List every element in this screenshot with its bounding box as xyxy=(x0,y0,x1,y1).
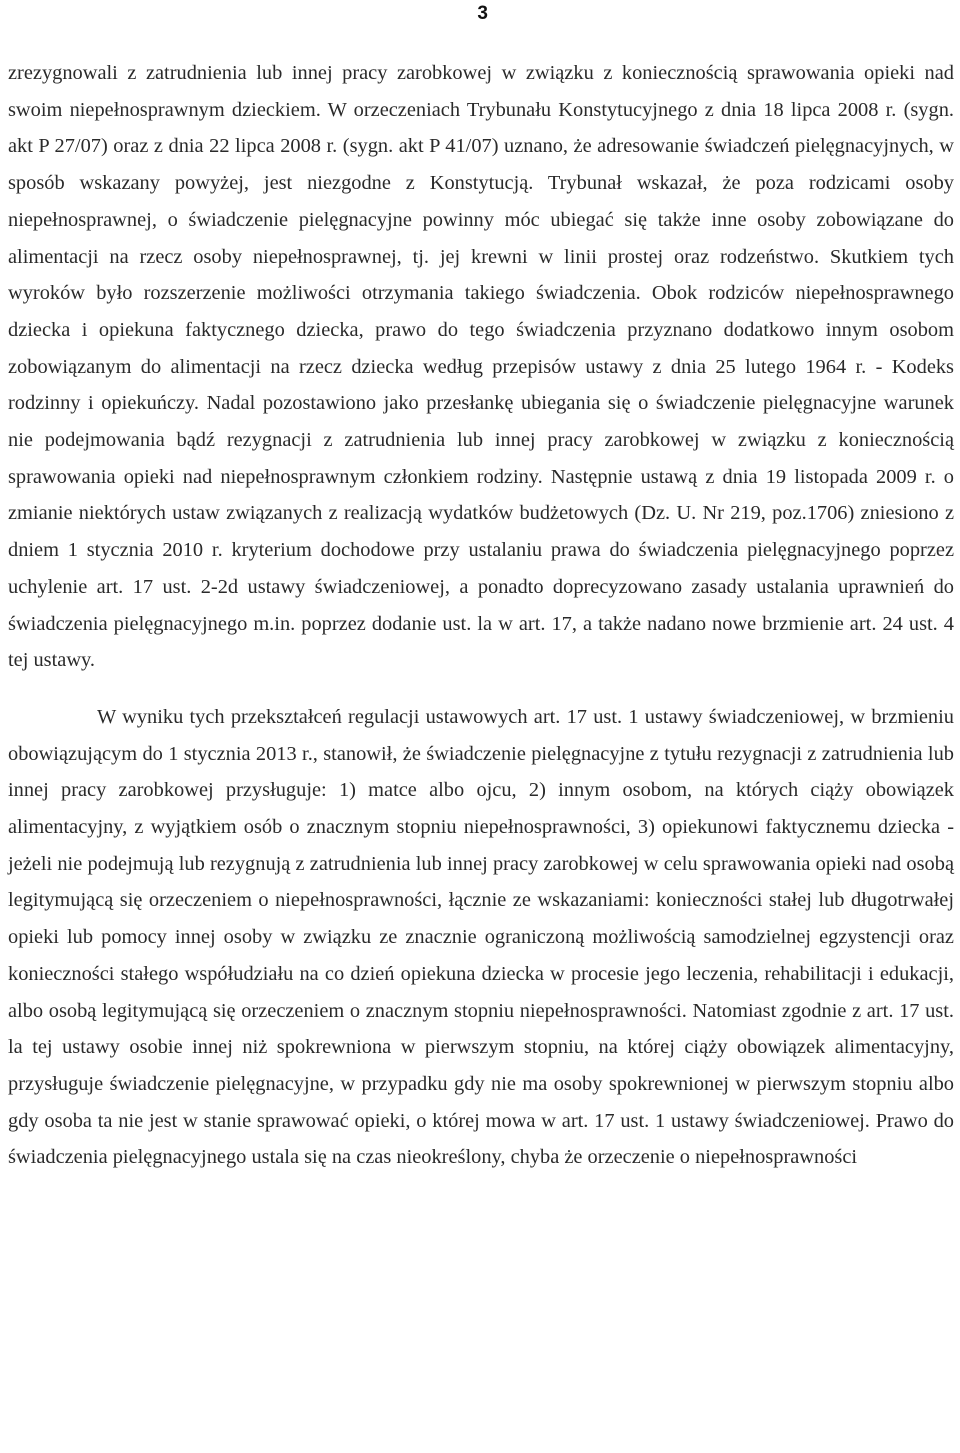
body-paragraph: W wyniku tych przekształceń regulacji ustawowych art. 17 ust. 1 ustawy świadczeniowej, w brzmieniu obowiązującym do 1 stycznia 2013 r., stanowił, że świadczenie pielęgnacyjne z tytułu rezygnacji z zatrudnienia lub innej pracy zarobkowej przysługuje: 1) matce albo ojcu, 2) innym osobom, na których ciąży obowiązek alimentacyjny, z wyjątkiem osób o znacznym stopniu niepełnosprawności, 3) opiekunowi faktycznemu dziecka - jeżeli nie podejmują lub rezygnują z zatrudnienia lub innej pracy zarobkowej w celu sprawowania opieki nad osobą legitymującą się orzeczeniem o niepełnosprawności, łącznie ze wskazaniami: konieczności stałej lub długotrwałej opieki lub pomocy innej osoby w związku ze znacznie ograniczoną możliwością samodzielnej egzystencji oraz konieczności stałego współudziału na co dzień opiekuna dziecka w procesie jego leczenia, rehabilitacji i edukacji, albo osobą legitymującą się orzeczeniem o znacznym stopniu niepełnosprawności. Natomiast zgodnie z art. 17 ust. la tej ustawy osobie innej niż spokrewniona w pierwszym stopniu, na której ciąży obowiązek alimentacyjny, przysługuje świadczenie pielęgnacyjne, w przypadku gdy nie ma osoby spokrewnionej w pierwszym stopniu albo gdy osoba ta nie jest w stanie sprawować opieki, o której mowa w art. 17 ust. 1 ustawy świadczeniowej. Prawo do świadczenia pielęgnacyjnego ustala się na czas nieokreślony, chyba że orzeczenie o niepełnosprawności xyxy=(8,705,954,1169)
body-paragraph: zrezygnowali z zatrudnienia lub innej pracy zarobkowej w związku z koniecznością sprawowania opieki nad swoim niepełnosprawnym dzieckiem. W orzeczeniach Trybunału Konstytucyjnego z dnia 18 lipca 2008 r. (sygn. akt P 27/07) oraz z dnia 22 lipca 2008 r. (sygn. akt P 41/07) uznano, że adresowanie świadczeń pielęgnacyjnych, w sposób wskazany powyżej, jest niezgodne z Konstytucją. Trybunał wskazał, że poza rodzicami osoby niepełnosprawnej, o świadczenie pielęgnacyjne powinny móc ubiegać się także inne osoby zobowiązane do alimentacji na rzecz osoby niepełnosprawnej, tj. jej krewni w linii prostej oraz rodzeństwo. Skutkiem tych wyroków było rozszerzenie możliwości otrzymania takiego świadczenia. Obok rodziców niepełnosprawnego dziecka i opiekuna faktycznego dziecka, prawo do tego świadczenia przyznano dodatkowo innym osobom zobowiązanym do alimentacji na rzecz dziecka według przepisów ustawy z dnia 25 lutego 1964 r. - Kodeks rodzinny i opiekuńczy. Nadal pozostawiono jako przesłankę ubiegania się o świadczenie pielęgnacyjne warunek nie podejmowania bądź rezygnacji z zatrudnienia lub innej pracy zarobkowej w związku z koniecznością sprawowania opieki nad niepełnosprawnym członkiem rodziny. Następnie ustawą z dnia 19 listopada 2009 r. o zmianie niektórych ustaw związanych z realizacją wydatków budżetowych (Dz. U. Nr 219, poz.1706) zniesiono z dniem 1 stycznia 2010 r. kryterium dochodowe przy ustalaniu prawa do świadczenia pielęgnacyjnego poprzez uchylenie art. 17 ust. 2-2d ustawy świadczeniowej, a ponadto doprecyzowano zasady ustalania uprawnień do świadczenia pielęgnacyjnego m.in. poprzez dodanie ust. la w art. 17, a także nadano nowe brzmienie art. 24 ust. 4 tej ustawy. xyxy=(8,62,954,672)
document-body xyxy=(8,55,954,1176)
page-number: 3 xyxy=(477,3,488,24)
